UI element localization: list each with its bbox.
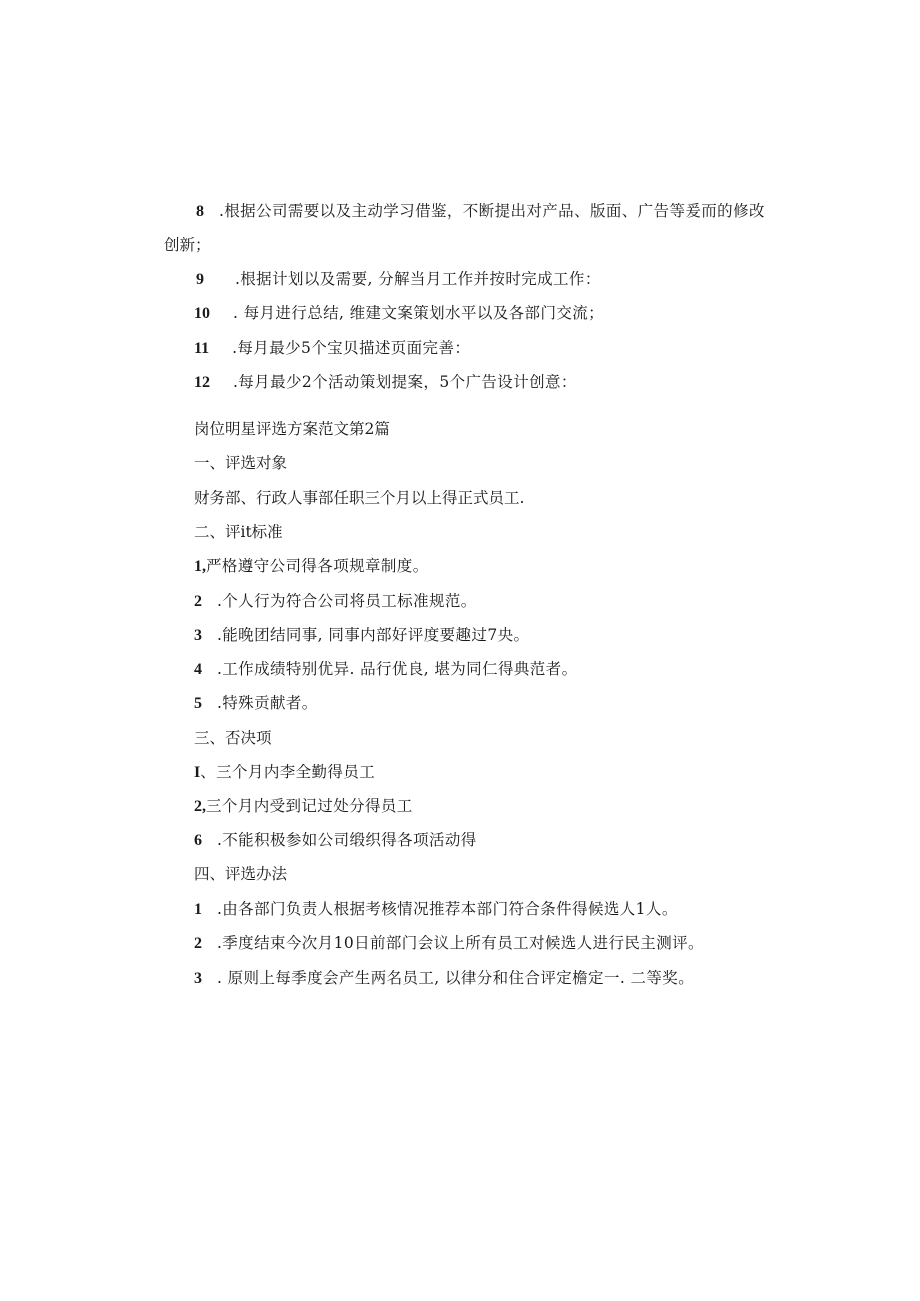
item-number: 12 (194, 374, 210, 391)
item-number: 3 (194, 970, 202, 987)
item-text: .个人行为符合公司将员工标准规范。 (216, 592, 477, 610)
list-item (194, 829, 477, 852)
item-text: .每月最少5个宝贝描述页面完善： (232, 339, 471, 357)
list-item (194, 967, 694, 990)
section-heading: 二、评it标准 (194, 523, 283, 541)
item-text: .特殊贡献者。 (216, 694, 318, 712)
item-text: .能晚团结同事, 同事内部好评度要趣过7央。 (216, 626, 530, 644)
item-text: .每月最少2个活动策划提案，5个广告设计创意： (232, 373, 577, 391)
item-text: . 每月进行总结, 维建文案策划水平以及各部门交流； (232, 304, 605, 322)
item-number: 3 (194, 627, 202, 644)
list-item (194, 898, 678, 921)
item-text: .工作成绩特别优异. 品行优良, 堪为同仁得典范者。 (216, 660, 578, 678)
item-number: 6 (194, 832, 202, 849)
item-text: 严格遵守公司得各项规章制度。 (206, 557, 429, 575)
list-item (196, 268, 601, 291)
section-heading: 一、评选对象 (194, 454, 288, 472)
item-number: I (194, 764, 201, 781)
list-item (194, 337, 470, 360)
item-text: .不能积极参如公司缎织得各项活动得 (216, 831, 477, 849)
item-number: 11 (194, 340, 210, 357)
item-number: 1, (194, 558, 206, 575)
item-number: 2 (194, 593, 202, 610)
list-item (194, 692, 318, 715)
item-number: 2, (194, 798, 206, 815)
list-item (194, 302, 604, 325)
item-text: .由各部门负责人根据考核情况推荐本部门符合条件得候选人1人。 (216, 900, 678, 918)
item-text: .根据公司需要以及主动学习借鉴，不断提出对产品、版面、广告等爰而的修改 (218, 202, 765, 220)
item-number: 9 (196, 271, 204, 288)
list-item (194, 590, 477, 613)
section-body: 财务部、行政人事部任职三个月以上得正式员工. (194, 489, 525, 507)
list-item (194, 795, 413, 818)
item-text: .季度结束今次月10日前部门会议上所有员工对候选人进行民主测评。 (216, 934, 704, 952)
section-heading: 四、评选办法 (194, 865, 288, 883)
list-item (194, 932, 704, 955)
item-number: 1 (194, 901, 202, 918)
list-item (194, 658, 577, 681)
list-item (194, 761, 375, 784)
article-title: 岗位明星评选方案范文第2篇 (194, 420, 390, 438)
item-number: 8 (196, 203, 204, 220)
item-number: 10 (194, 305, 210, 322)
item-number: 4 (194, 661, 202, 678)
item-text: . 原则上每季度会产生两名员工, 以律分和住合评定檐定一. 二等奖。 (216, 969, 695, 987)
list-item (194, 555, 429, 578)
section-heading: 三、否决项 (194, 729, 272, 747)
list-item (194, 371, 577, 394)
item-text: 三个月内受到记过处分得员工 (206, 797, 413, 815)
item-number: 5 (194, 695, 202, 712)
item-continuation: 创新； (164, 236, 211, 254)
list-item (196, 200, 765, 223)
item-text: .根据计划以及需要, 分解当月工作并按时完成工作： (234, 270, 601, 288)
item-text: 、三个月内李全勤得员工 (200, 763, 376, 781)
item-number: 2 (194, 935, 202, 952)
list-item (194, 624, 529, 647)
